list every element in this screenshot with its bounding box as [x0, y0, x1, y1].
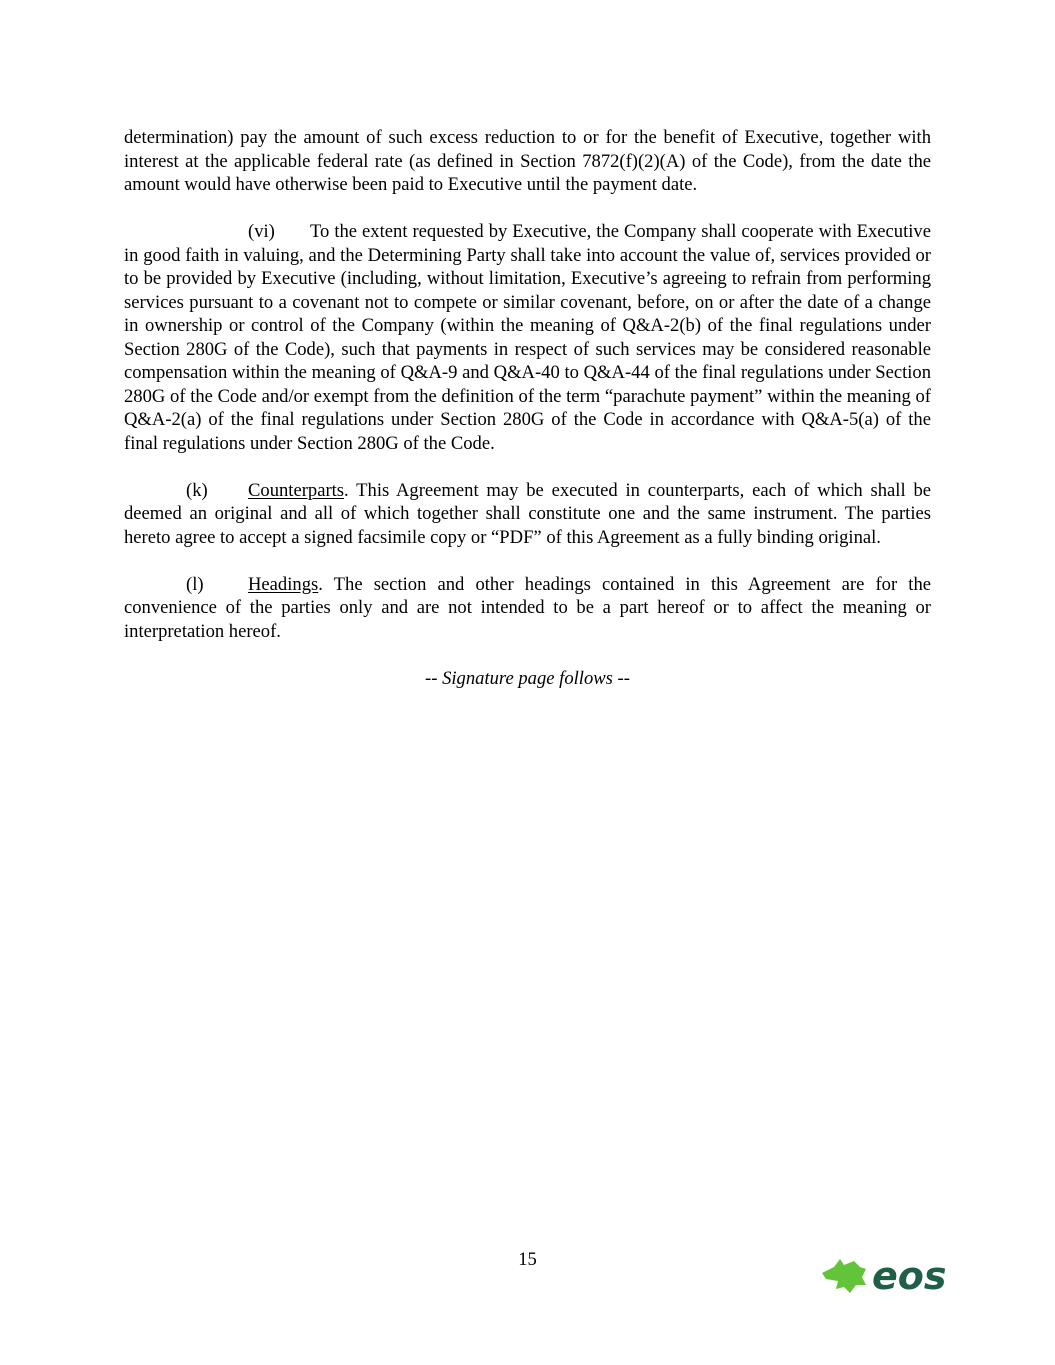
signature-page-note [124, 667, 931, 691]
paragraph-k-number: (k) [186, 479, 208, 501]
paragraph-vi-number: (vi) [248, 221, 275, 242]
signature-dash-right: -- [612, 667, 630, 689]
logo-text: eos [872, 1255, 947, 1297]
paragraph-vi-text: To the extent requested by Executive, the Company shall cooperate with Executive in good faith in valuing, and the Determining Party shall take into account the value of, services provided or to be provided by Executive (including, without limitation, Executive’s agreeing to refrain from performing services pursuant to a covenant not to compete or similar covenant, before, on or after the date of a change in ownership or control of the Company (within the meaning of Q&A-2(b) of the final regulations under Section 280G of the Code), such that payments in respect of such services may be considered reasonable compensation within the meaning of Q&A-9 and Q&A-40 to Q&A-44 of the final regulations under Section 280G of the Code and/or exempt from the definition of the term “parachute payment” within the meaning of Q&A-2(a) of the final regulations under Section 280G of the Code in accordance with Q&A-5(a) of the final regulations under Section 280G of the Code. [124, 221, 931, 454]
paragraph-vi [124, 220, 931, 455]
signature-dash-left: -- [425, 667, 443, 689]
paragraph-k-heading: Counterparts [248, 479, 345, 501]
eos-leaf-logo-icon [820, 1255, 960, 1297]
paragraph-l-number: (l) [186, 573, 204, 595]
document-body [124, 126, 931, 690]
logo-leaf-shape [822, 1259, 866, 1293]
eos-logo [820, 1255, 960, 1297]
paragraph-l-heading: Headings [248, 573, 319, 595]
paragraph-k-text: . This Agreement may be executed in counterparts, each of which shall be deemed an original and all of which together shall constitute one and the same instrument. The parties hereto agree to accept a signed facsimile copy or “PDF” of this Agreement as a fully binding original. [124, 479, 931, 548]
paragraph-k [124, 479, 931, 550]
page-number: 15 [518, 1249, 537, 1270]
paragraph-intro: determination) pay the amount of such excess reduction to or for the benefit of Executive, together with interest at the applicable federal rate (as defined in Section 7872(f)(2)(A) of the Code), from the date the amount would have otherwise been paid to Executive until the payment date. [124, 127, 931, 195]
paragraph-l [124, 573, 931, 644]
signature-note-text: Signature page follows [442, 667, 613, 689]
paragraph-l-text: . The section and other headings contained in this Agreement are for the convenience of the parties only and are not intended to be a part hereof or to affect the meaning or interpretation hereof. [124, 573, 931, 642]
